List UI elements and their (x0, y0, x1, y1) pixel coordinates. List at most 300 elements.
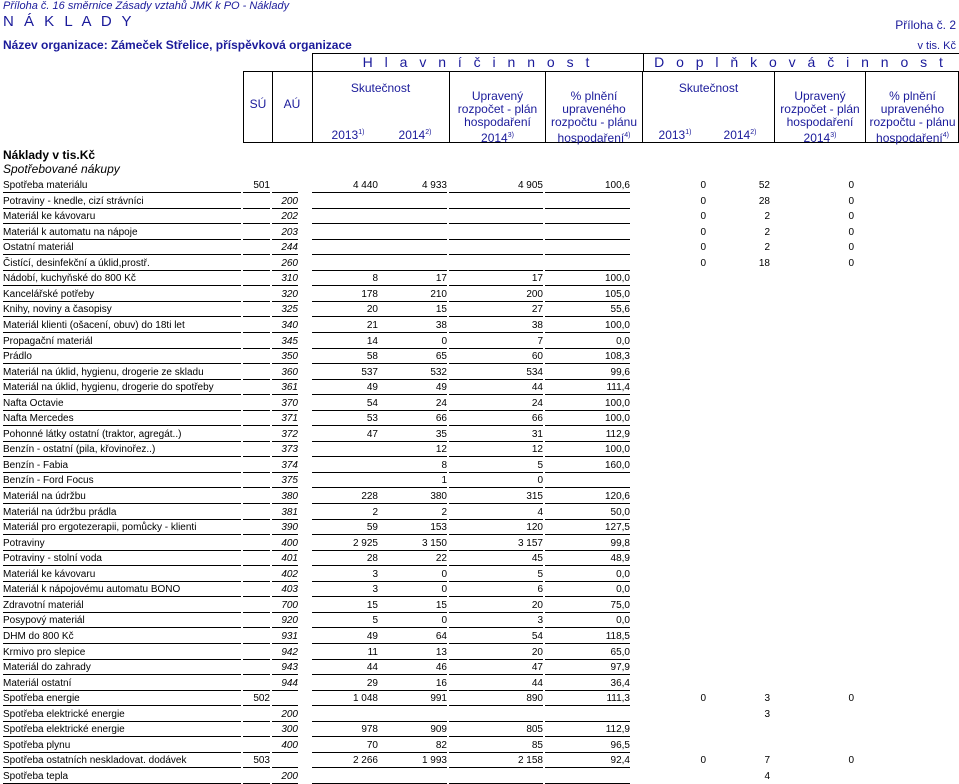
cell-extra-pct (865, 536, 955, 551)
cell-extra-pct (865, 225, 955, 240)
page-title: N Á K L A D Y (3, 13, 135, 30)
cell-extra-actual-2014: 7 (764, 755, 770, 767)
cell-pct: 100,0 (545, 411, 630, 426)
cell-su (243, 582, 270, 597)
cell-extra-pct (865, 505, 955, 520)
cell-extra-actual-2013 (642, 473, 706, 488)
cell-extra-budget-2014 (774, 365, 854, 380)
cell-budget-2014: 2 158 (449, 753, 543, 768)
cell-extra-actual-2013: 0 (700, 242, 706, 254)
cell-pct: 100,0 (545, 442, 630, 457)
cell-au (272, 178, 298, 193)
cell-au: 320 (272, 287, 298, 302)
units-label: v tis. Kč (917, 40, 956, 52)
cell-extra-actual-2014 (706, 489, 770, 504)
cell-budget-2014: 4 905 (449, 178, 543, 193)
cell-su (243, 396, 270, 411)
cell-pct: 111,4 (545, 380, 630, 395)
cell-actual-2013: 53 (312, 411, 378, 426)
table-row (0, 707, 959, 722)
cell-au: 371 (272, 411, 298, 426)
cell-pct: 75,0 (545, 598, 630, 613)
cell-pct: 118,5 (545, 629, 630, 644)
cell-extra-actual-2013 (642, 567, 706, 582)
cell-label: Spotřeba materiálu (3, 178, 241, 193)
cell-extra-actual-2013: 0 (700, 226, 706, 238)
cell-label: Potraviny - knedle, cizí strávníci (3, 194, 241, 209)
cell-actual-2014: 16 (378, 676, 447, 691)
table-row (0, 380, 959, 395)
cell-au: 200 (272, 769, 298, 784)
cell-au: 360 (272, 365, 298, 380)
cell-actual-2013: 11 (312, 645, 378, 660)
table-row (0, 613, 959, 628)
cell-pct (545, 256, 630, 271)
cell-extra-pct (865, 738, 955, 753)
cell-label: Spotřeba plynu (3, 738, 241, 753)
cell-budget-2014: 24 (449, 396, 543, 411)
cell-label: Čistící, desinfekční a úklid,prostř. (3, 256, 241, 271)
cell-label: Materiál na údržbu prádla (3, 505, 241, 520)
cell-actual-2013: 28 (312, 551, 378, 566)
cell-budget-2014 (449, 225, 543, 240)
cell-extra-pct (865, 271, 955, 286)
cell-actual-2014: 3 150 (378, 536, 447, 551)
cell-extra-actual-2014 (706, 334, 770, 349)
cell-budget-2014: 27 (449, 302, 543, 317)
cell-extra-budget-2014 (774, 411, 854, 426)
cell-actual-2013 (312, 458, 378, 473)
cell-su (243, 722, 270, 737)
cell-actual-2013: 3 (312, 582, 378, 597)
col-au: AÚ (283, 97, 301, 111)
cell-au: 700 (272, 598, 298, 613)
cell-extra-actual-2014 (706, 645, 770, 660)
cell-label: Spotřeba ostatních neskladovat. dodávek (3, 753, 241, 768)
table-row (0, 334, 959, 349)
cell-su (243, 489, 270, 504)
cell-extra-actual-2013 (642, 707, 706, 722)
cell-extra-actual-2014 (706, 505, 770, 520)
col-2014-main: 2014$^{2)}$ (398, 128, 432, 142)
cell-su (243, 613, 270, 628)
cell-extra-budget-2014 (774, 769, 854, 784)
cell-extra-budget-2014 (774, 505, 854, 520)
cell-extra-actual-2013 (642, 520, 706, 535)
table-row (0, 567, 959, 582)
cell-au: 340 (272, 318, 298, 333)
cell-extra-actual-2013 (642, 442, 706, 457)
table-row (0, 256, 959, 271)
cell-pct: 0,0 (545, 334, 630, 349)
cell-extra-actual-2014 (706, 629, 770, 644)
cell-extra-budget-2014 (774, 318, 854, 333)
cell-budget-2014 (449, 240, 543, 255)
cell-pct: 65,0 (545, 645, 630, 660)
cell-extra-pct (865, 396, 955, 411)
cell-label: Propagační materiál (3, 334, 241, 349)
cell-au (272, 691, 298, 706)
cell-extra-actual-2013 (642, 613, 706, 628)
cell-actual-2013: 70 (312, 738, 378, 753)
cell-extra-budget-2014: 0 (848, 755, 854, 767)
cell-budget-2014: 5 (449, 567, 543, 582)
cell-actual-2014: 35 (378, 427, 447, 442)
cell-extra-actual-2014 (706, 722, 770, 737)
table-row (0, 722, 959, 737)
cell-su: 502 (243, 691, 270, 706)
cell-label: Materiál pro ergotezerapii, pomůcky - klienti (3, 520, 241, 535)
cell-su (243, 442, 270, 457)
cell-extra-actual-2014 (706, 318, 770, 333)
cell-budget-2014: 0 (449, 473, 543, 488)
organization-name: Název organizace: Zámeček Střelice, příspěvková organizace (3, 38, 352, 52)
cell-su (243, 271, 270, 286)
cell-su (243, 225, 270, 240)
cell-extra-actual-2013 (642, 629, 706, 644)
cell-extra-pct (865, 240, 955, 255)
table-row (0, 458, 959, 473)
cell-budget-2014: 7 (449, 334, 543, 349)
cell-au: 944 (272, 676, 298, 691)
cell-extra-budget-2014 (774, 660, 854, 675)
cell-budget-2014: 120 (449, 520, 543, 535)
cell-au: 381 (272, 505, 298, 520)
cell-budget-2014: 4 (449, 505, 543, 520)
table-row (0, 489, 959, 504)
cell-pct (545, 240, 630, 255)
cell-actual-2013: 58 (312, 349, 378, 364)
cell-extra-budget-2014 (774, 427, 854, 442)
cell-su (243, 536, 270, 551)
cell-pct: 100,0 (545, 396, 630, 411)
cell-pct: 50,0 (545, 505, 630, 520)
col-budget-extra: Upravený rozpočet - plán hospodaření 2014$^{3)}$ (780, 89, 860, 145)
cell-extra-budget-2014 (774, 302, 854, 317)
cell-extra-actual-2014 (706, 411, 770, 426)
table-row (0, 178, 959, 193)
table-row (0, 411, 959, 426)
cell-actual-2013: 14 (312, 334, 378, 349)
cell-pct: 0,0 (545, 582, 630, 597)
cell-extra-budget-2014 (774, 722, 854, 737)
cell-actual-2014: 153 (378, 520, 447, 535)
cell-actual-2014 (378, 707, 447, 722)
cell-label: Nafta Octavie (3, 396, 241, 411)
section-subtitle: Spotřebované nákupy (3, 162, 120, 176)
cell-actual-2014: 210 (378, 287, 447, 302)
cell-label: Materiál na úklid, hygienu, drogerie ze skladu (3, 365, 241, 380)
cell-extra-actual-2014 (706, 551, 770, 566)
cell-extra-actual-2013 (642, 551, 706, 566)
cell-extra-actual-2014 (706, 442, 770, 457)
cell-label: Materiál do zahrady (3, 660, 241, 675)
cell-label: Materiál na údržbu (3, 489, 241, 504)
cell-label: Kancelářské potřeby (3, 287, 241, 302)
cell-su (243, 365, 270, 380)
cell-extra-pct (865, 256, 955, 271)
cell-actual-2013: 2 266 (312, 753, 378, 768)
table-row (0, 551, 959, 566)
col-su: SÚ (249, 97, 267, 111)
cell-label: Potraviny - stolní voda (3, 551, 241, 566)
table-row (0, 598, 959, 613)
cell-actual-2014: 38 (378, 318, 447, 333)
cell-budget-2014: 534 (449, 365, 543, 380)
cell-extra-budget-2014 (774, 489, 854, 504)
cell-pct: 112,9 (545, 427, 630, 442)
cell-extra-budget-2014 (774, 442, 854, 457)
cell-budget-2014: 44 (449, 380, 543, 395)
cell-extra-actual-2014: 18 (758, 257, 770, 269)
cell-actual-2013: 3 (312, 567, 378, 582)
cell-pct: 99,8 (545, 536, 630, 551)
cell-actual-2014: 64 (378, 629, 447, 644)
cell-extra-actual-2013 (642, 598, 706, 613)
cell-extra-pct (865, 551, 955, 566)
cell-label: Knihy, noviny a časopisy (3, 302, 241, 317)
cell-label: Benzín - ostatní (pila, křovinořez..) (3, 442, 241, 457)
table-row (0, 209, 959, 224)
cell-au: 260 (272, 256, 298, 271)
cell-pct: 0,0 (545, 613, 630, 628)
cell-extra-budget-2014 (774, 349, 854, 364)
table-row (0, 271, 959, 286)
table-row (0, 473, 959, 488)
cell-extra-actual-2014: 2 (764, 226, 770, 238)
cell-budget-2014 (449, 707, 543, 722)
cell-su (243, 458, 270, 473)
cell-actual-2014: 46 (378, 660, 447, 675)
cell-pct: 97,9 (545, 660, 630, 675)
cell-extra-actual-2014 (706, 660, 770, 675)
col-pct-main: % plnění upraveného rozpočtu - plánu hospodaření$^{4)}$ (550, 89, 638, 145)
cell-extra-actual-2013 (642, 334, 706, 349)
cell-extra-budget-2014 (774, 551, 854, 566)
cell-actual-2014: 15 (378, 598, 447, 613)
cell-pct (545, 473, 630, 488)
cell-extra-budget-2014 (774, 380, 854, 395)
cell-budget-2014: 66 (449, 411, 543, 426)
cell-label: Benzín - Ford Focus (3, 473, 241, 488)
col-2014-extra: 2014$^{2)}$ (723, 128, 757, 142)
cell-actual-2014: 65 (378, 349, 447, 364)
cell-budget-2014: 315 (449, 489, 543, 504)
cell-extra-pct (865, 753, 955, 768)
cell-actual-2014: 82 (378, 738, 447, 753)
table-row (0, 676, 959, 691)
cell-actual-2013 (312, 707, 378, 722)
cell-extra-actual-2013: 0 (700, 755, 706, 767)
section-title: Náklady v tis.Kč (3, 148, 96, 162)
cell-au: 403 (272, 582, 298, 597)
cell-su (243, 645, 270, 660)
cell-pct: 160,0 (545, 458, 630, 473)
cell-label: Nafta Mercedes (3, 411, 241, 426)
attachment-reference: Příloha č. 16 směrnice Zásady vztahů JMK k PO - Náklady (3, 0, 290, 12)
cell-pct: 105,0 (545, 287, 630, 302)
cell-actual-2014: 4 933 (378, 178, 447, 193)
cell-budget-2014: 6 (449, 582, 543, 597)
cell-actual-2013: 5 (312, 613, 378, 628)
cell-pct: 111,3 (545, 691, 630, 706)
cell-extra-budget-2014: 0 (848, 693, 854, 705)
cell-extra-budget-2014 (774, 598, 854, 613)
cell-su: 501 (243, 178, 270, 193)
cell-su (243, 473, 270, 488)
cell-au: 931 (272, 629, 298, 644)
cell-label: Krmivo pro slepice (3, 645, 241, 660)
cell-budget-2014 (449, 769, 543, 784)
cell-extra-actual-2013 (642, 769, 706, 784)
cell-extra-actual-2013: 0 (700, 195, 706, 207)
cell-actual-2014: 17 (378, 271, 447, 286)
cell-budget-2014: 3 157 (449, 536, 543, 551)
cell-pct: 96,5 (545, 738, 630, 753)
cell-actual-2014: 1 (378, 473, 447, 488)
cell-label: Materiál k automatu na nápoje (3, 225, 241, 240)
cell-extra-pct (865, 473, 955, 488)
cell-pct: 99,6 (545, 365, 630, 380)
cell-actual-2013: 15 (312, 598, 378, 613)
cell-extra-budget-2014 (774, 287, 854, 302)
cell-budget-2014: 45 (449, 551, 543, 566)
cell-label: Materiál ke kávovaru (3, 209, 241, 224)
cell-extra-actual-2013: 0 (700, 180, 706, 191)
cell-actual-2014: 2 (378, 505, 447, 520)
cell-actual-2013: 537 (312, 365, 378, 380)
cell-pct (545, 209, 630, 224)
cell-extra-budget-2014 (774, 582, 854, 597)
cell-extra-actual-2013 (642, 660, 706, 675)
cell-su (243, 505, 270, 520)
cell-extra-actual-2014: 2 (764, 211, 770, 223)
cell-extra-actual-2014: 3 (764, 693, 770, 705)
cell-budget-2014: 890 (449, 691, 543, 706)
cell-au: 390 (272, 520, 298, 535)
cell-pct: 120,6 (545, 489, 630, 504)
cell-au: 920 (272, 613, 298, 628)
cell-pct: 100,0 (545, 271, 630, 286)
cell-su (243, 598, 270, 613)
table-row (0, 520, 959, 535)
cell-extra-pct (865, 645, 955, 660)
cell-au: 200 (272, 194, 298, 209)
cell-label: Spotřeba elektrické energie (3, 707, 241, 722)
cell-label: Materiál ke kávovaru (3, 567, 241, 582)
cell-au: 200 (272, 707, 298, 722)
cell-extra-pct (865, 194, 955, 209)
cell-su (243, 318, 270, 333)
cell-budget-2014: 20 (449, 598, 543, 613)
cell-au: 202 (272, 209, 298, 224)
cell-actual-2013 (312, 442, 378, 457)
cell-extra-pct (865, 769, 955, 784)
cell-pct: 48,9 (545, 551, 630, 566)
cell-actual-2013: 178 (312, 287, 378, 302)
cell-label: Materiál klienti (ošacení, obuv) do 18ti let (3, 318, 241, 333)
cell-actual-2014 (378, 209, 447, 224)
cell-au: 374 (272, 458, 298, 473)
cell-extra-actual-2013: 0 (700, 211, 706, 223)
table-row (0, 287, 959, 302)
cell-su (243, 629, 270, 644)
cell-extra-pct (865, 411, 955, 426)
cell-label: Prádlo (3, 349, 241, 364)
cell-label: Spotřeba elektrické energie (3, 722, 241, 737)
cell-budget-2014: 60 (449, 349, 543, 364)
cell-extra-pct (865, 676, 955, 691)
cell-actual-2013 (312, 240, 378, 255)
cell-actual-2014: 49 (378, 380, 447, 395)
cell-budget-2014: 12 (449, 442, 543, 457)
cell-actual-2014: 380 (378, 489, 447, 504)
cell-label: Spotřeba energie (3, 691, 241, 706)
additional-activity-header: D o p l ň k o v á č i n n o s t (642, 53, 959, 71)
main-activity-header: H l a v n í č i n n o s t (312, 53, 644, 71)
cell-actual-2014 (378, 225, 447, 240)
cell-budget-2014: 20 (449, 645, 543, 660)
cell-extra-budget-2014 (774, 707, 854, 722)
cell-au: 203 (272, 225, 298, 240)
cell-extra-budget-2014: 0 (848, 257, 854, 269)
cell-actual-2013: 54 (312, 396, 378, 411)
cell-budget-2014: 200 (449, 287, 543, 302)
cell-budget-2014: 3 (449, 613, 543, 628)
table-row (0, 629, 959, 644)
cell-actual-2014: 24 (378, 396, 447, 411)
cell-extra-budget-2014 (774, 738, 854, 753)
cell-extra-actual-2014 (706, 349, 770, 364)
cell-extra-budget-2014 (774, 473, 854, 488)
cell-actual-2013: 978 (312, 722, 378, 737)
cell-extra-pct (865, 334, 955, 349)
cell-extra-pct (865, 520, 955, 535)
cell-au: 373 (272, 442, 298, 457)
cell-budget-2014: 5 (449, 458, 543, 473)
table-row (0, 582, 959, 597)
cell-actual-2013: 1 048 (312, 691, 378, 706)
cell-extra-actual-2013 (642, 738, 706, 753)
cell-actual-2013: 59 (312, 520, 378, 535)
cell-au: 244 (272, 240, 298, 255)
cell-au: 372 (272, 427, 298, 442)
table-row (0, 427, 959, 442)
cell-pct: 108,3 (545, 349, 630, 364)
cell-extra-actual-2013 (642, 365, 706, 380)
cell-label: Spotřeba tepla (3, 769, 241, 784)
cell-extra-actual-2014 (706, 287, 770, 302)
cell-extra-actual-2014 (706, 365, 770, 380)
table-row (0, 302, 959, 317)
cell-su (243, 769, 270, 784)
cell-extra-actual-2014 (706, 738, 770, 753)
col-actual-extra: Skutečnost (678, 81, 739, 95)
cell-extra-pct (865, 598, 955, 613)
cell-extra-pct (865, 691, 955, 706)
table-row (0, 240, 959, 255)
cell-extra-pct (865, 629, 955, 644)
cell-actual-2013: 49 (312, 629, 378, 644)
cell-su (243, 427, 270, 442)
col-actual-main: Skutečnost (350, 81, 411, 95)
cell-extra-actual-2013 (642, 582, 706, 597)
cell-su (243, 349, 270, 364)
cell-su (243, 520, 270, 535)
table-row (0, 645, 959, 660)
table-row (0, 536, 959, 551)
cell-extra-pct (865, 722, 955, 737)
